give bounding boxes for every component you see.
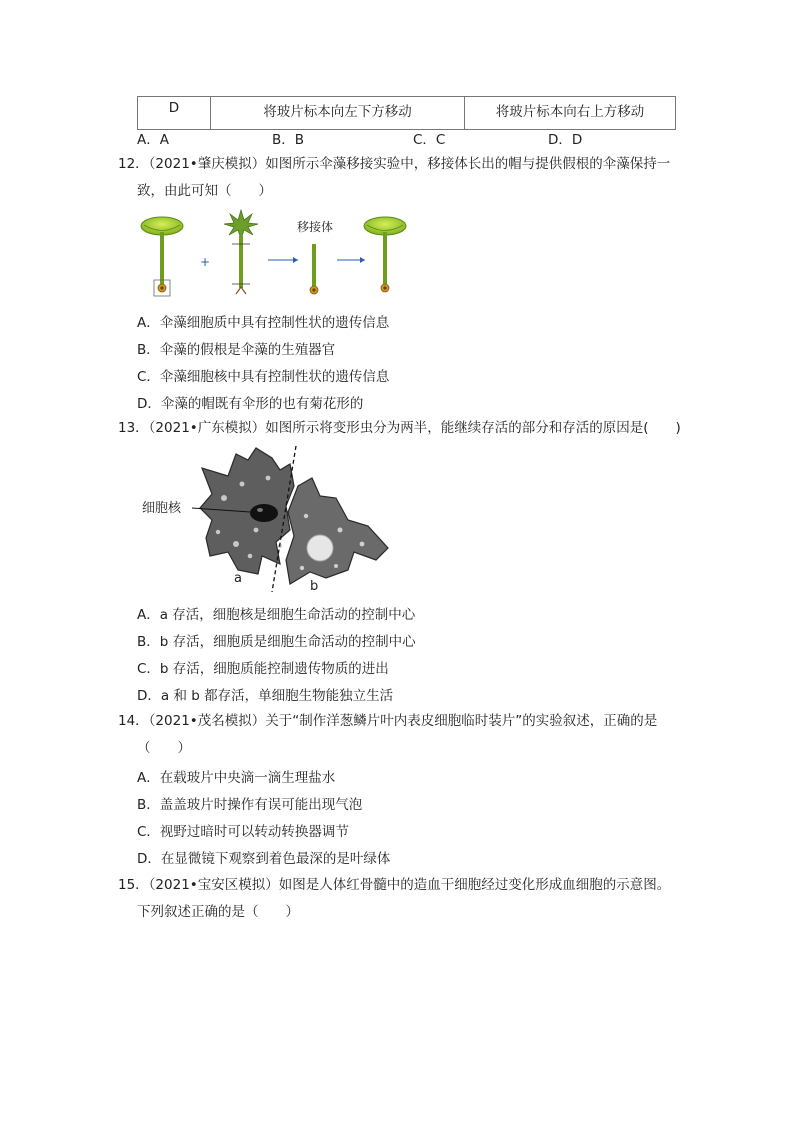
q12-option-c: C．伞藻细胞核中具有控制性状的遗传信息 <box>137 369 390 385</box>
choice-d: D．D <box>548 132 583 148</box>
q14-stem-line2: （ ） <box>137 740 191 756</box>
acetabularia-figure <box>140 208 430 304</box>
graft-alga <box>310 244 318 294</box>
q13-option-c: C．b 存活，细胞质能控制遗传物质的进出 <box>137 661 389 677</box>
q12-option-b: B．伞藻的假根是伞藻的生殖器官 <box>137 342 336 358</box>
table-cell: 将玻片标本向左下方移动 <box>211 97 465 130</box>
q12-stem-line2: 致，由此可知（ ） <box>137 183 272 199</box>
q13-stem: 13．（2021•广东模拟）如图所示将变形虫分为两半，能继续存活的部分和存活的原因是( ) <box>118 420 681 436</box>
result-umbrella-alga <box>364 217 406 292</box>
q14-option-c: C．视野过暗时可以转动转换器调节 <box>137 824 349 840</box>
graft-label: 移接体 <box>297 220 334 234</box>
q14-option-a: A．在载玻片中央滴一滴生理盐水 <box>137 770 336 786</box>
flower-alga <box>224 210 258 294</box>
nucleus-label: 细胞核 <box>142 501 182 516</box>
previous-question-table <box>137 96 676 130</box>
q14-option-d: D．在显微镜下观察到着色最深的是叶绿体 <box>137 851 391 867</box>
table-row <box>138 97 676 130</box>
q14-option-b: B．盖盖玻片时操作有误可能出现气泡 <box>137 797 363 813</box>
q15-stem-line1: 15．（2021•宝安区模拟）如图是人体红骨髓中的造血干细胞经过变化形成血细胞的示意图。 <box>118 877 671 893</box>
plus-sign: + <box>200 255 211 269</box>
amoeba-figure <box>140 446 400 596</box>
q12-stem-line1: 12．（2021•肇庆模拟）如图所示伞藻移接实验中，移接体长出的帽与提供假根的伞藻保持一 <box>118 156 671 172</box>
amoeba-half-a <box>200 448 294 574</box>
choice-c: C．C <box>413 132 446 148</box>
label-a: a <box>234 571 242 586</box>
q14-stem-line1: 14．（2021•茂名模拟）关于“制作洋葱鳞片叶内表皮细胞临时装片”的实验叙述，正确的是 <box>118 713 658 729</box>
q13-option-b: B．b 存活，细胞质是细胞生命活动的控制中心 <box>137 634 416 650</box>
q12-option-d: D．伞藻的帽既有伞形的也有菊花形的 <box>137 396 364 412</box>
choice-b: B．B <box>272 132 305 148</box>
q15-stem-line2: 下列叙述正确的是（ ） <box>137 904 299 920</box>
table-cell: D <box>138 97 211 130</box>
umbrella-alga <box>141 217 183 296</box>
choice-a: A．A <box>137 132 169 148</box>
table-cell: 将玻片标本向右上方移动 <box>465 97 676 130</box>
label-b: b <box>310 579 319 594</box>
q13-option-a: A．a 存活，细胞核是细胞生命活动的控制中心 <box>137 607 416 623</box>
nucleus-mark <box>250 504 278 522</box>
q13-option-d: D．a 和 b 都存活，单细胞生物能独立生活 <box>137 688 394 704</box>
q12-option-a: A．伞藻细胞质中具有控制性状的遗传信息 <box>137 315 390 331</box>
